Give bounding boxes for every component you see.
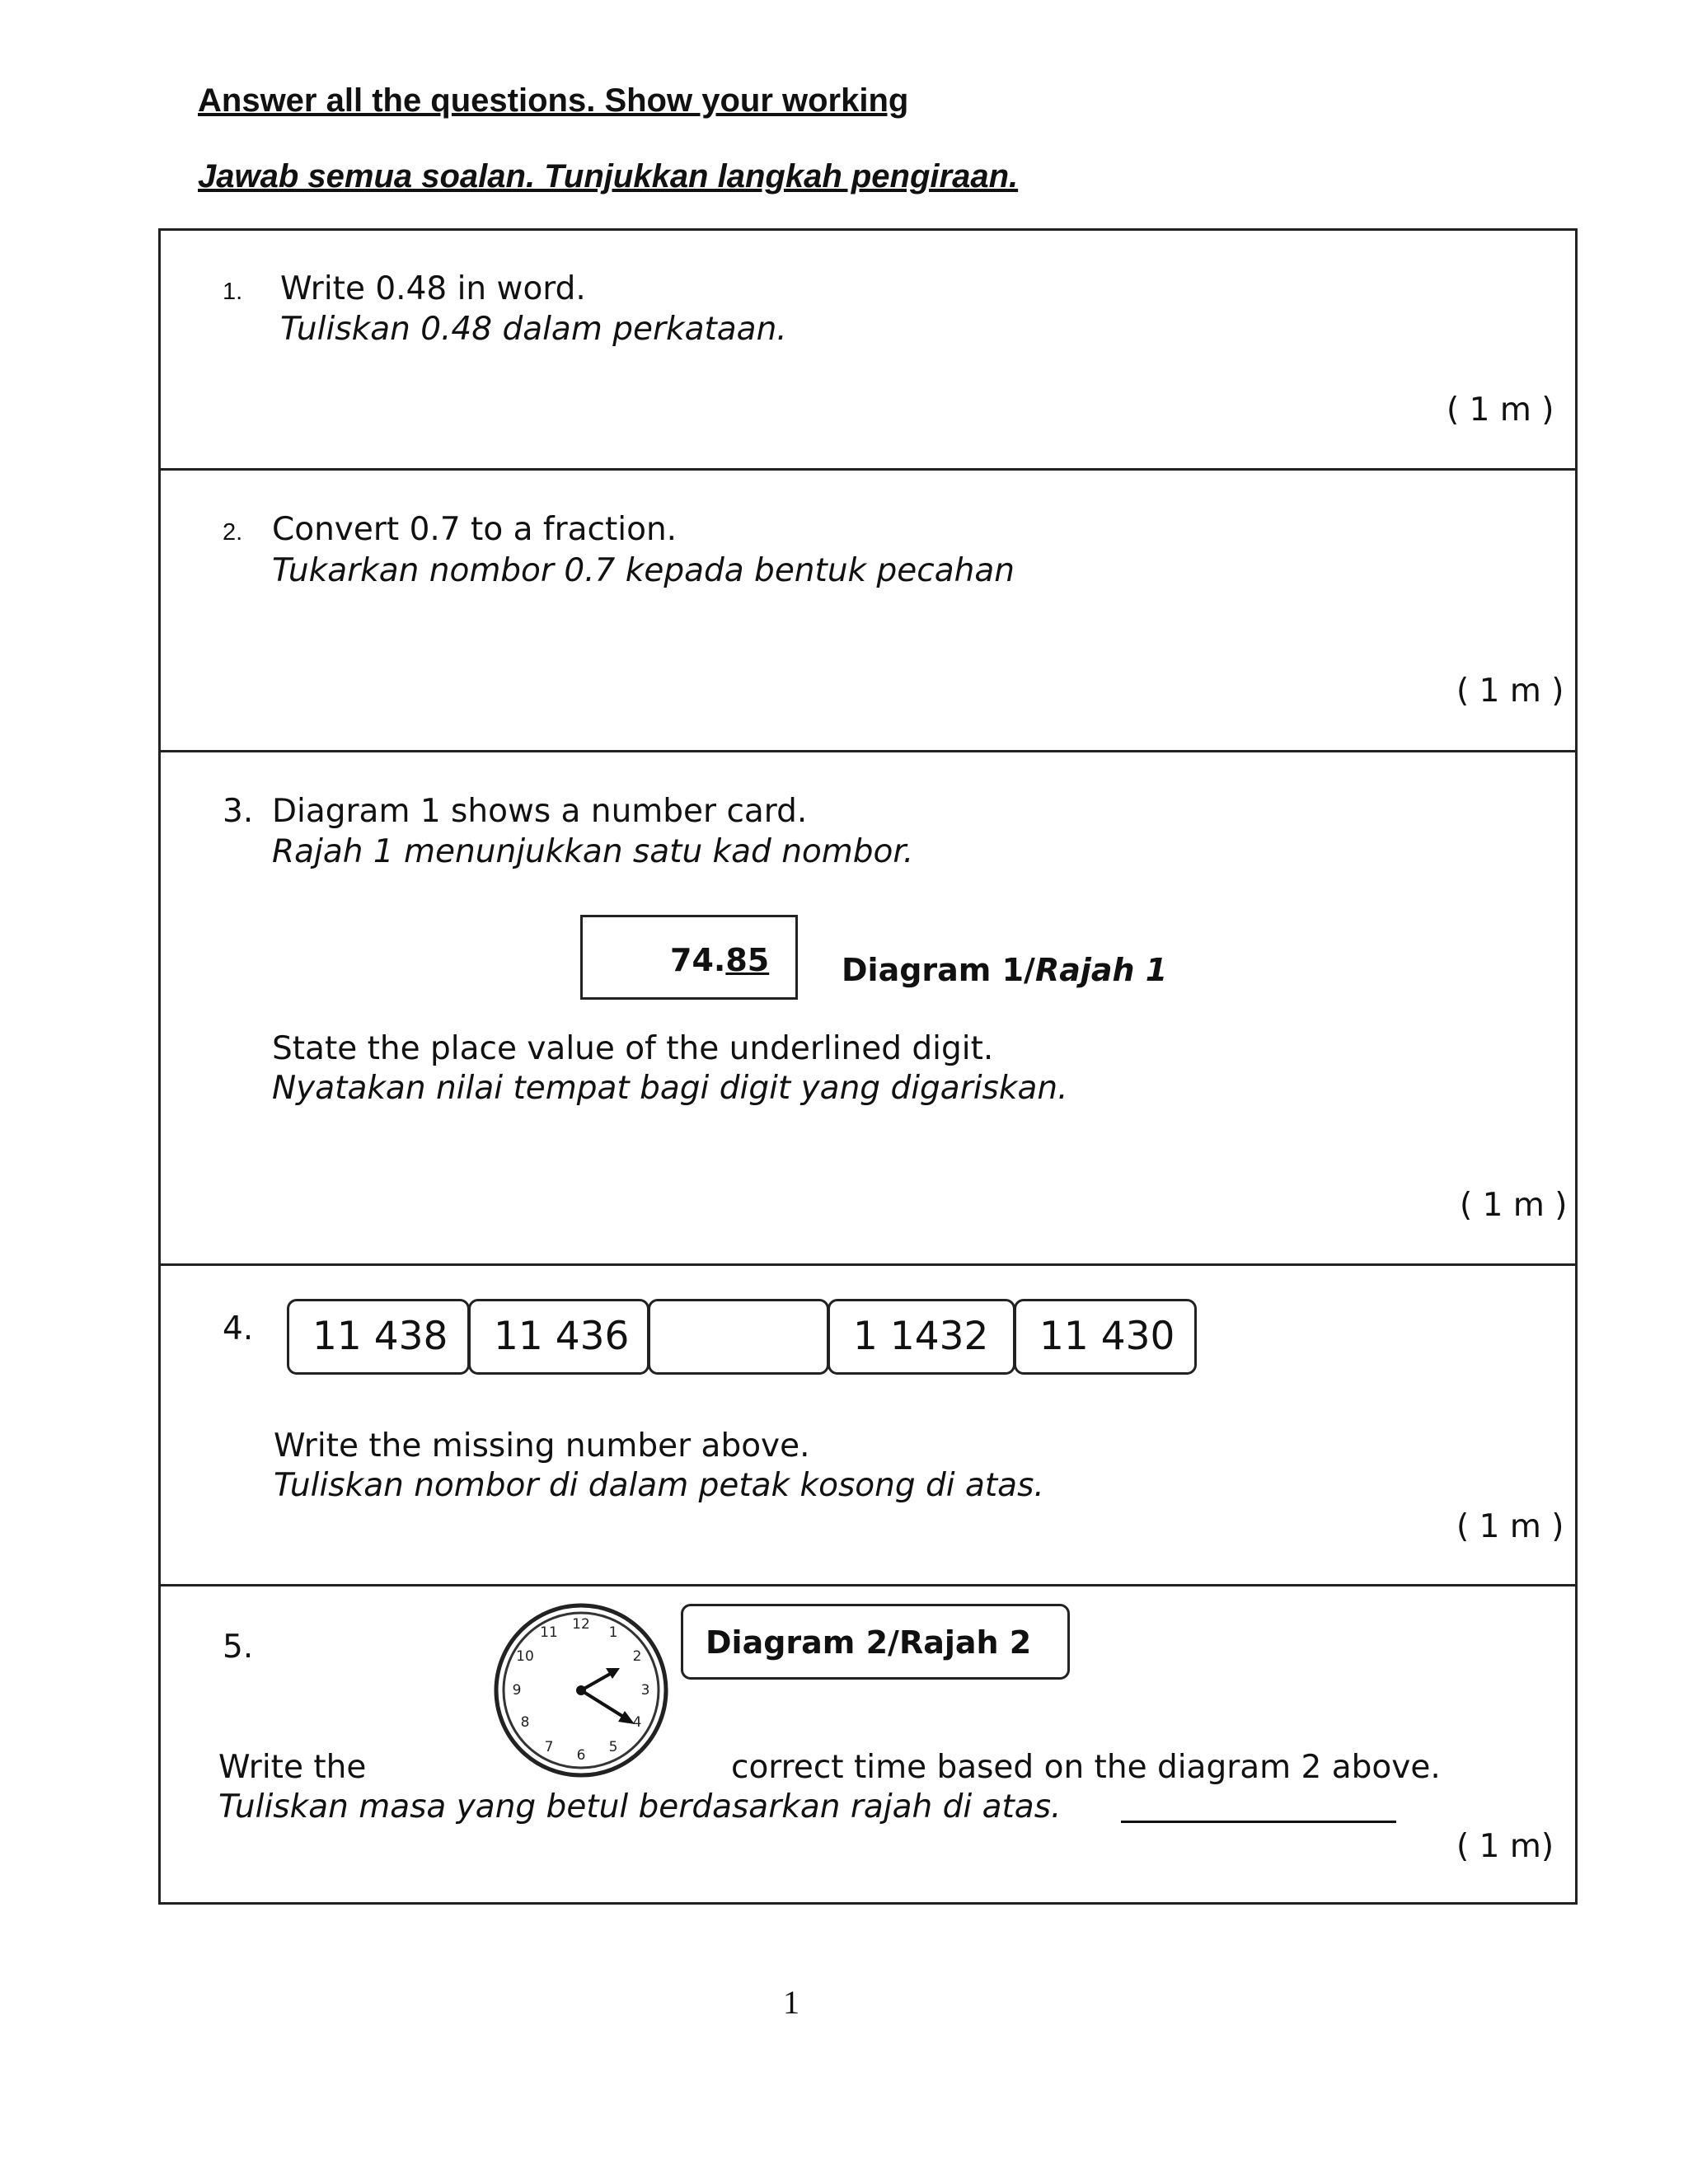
question-2-number: 2. [223, 519, 243, 546]
question-1-number: 1. [223, 279, 243, 305]
divider-q4-q5 [158, 1584, 1578, 1586]
question-4-prompt-malay: Tuliskan nombor di dalam petak kosong di atas. [274, 1467, 1044, 1504]
clock-number-12: 12 [572, 1616, 590, 1633]
page-number: 1 [783, 1984, 799, 2021]
question-3-prompt-malay: Nyatakan nilai tempat bagi digit yang digariskan. [272, 1070, 1068, 1107]
question-2-text-english: Convert 0.7 to a fraction. [272, 511, 678, 548]
clock-center [576, 1685, 586, 1695]
question-5-prompt-english-part1: Write the [218, 1749, 367, 1786]
clock-diagram [493, 1602, 669, 1779]
clock-number-5: 5 [608, 1739, 618, 1755]
question-2-text-malay: Tukarkan nombor 0.7 kepada bentuk pecahan [272, 552, 1015, 589]
question-2-marks: ( 1 m ) [1456, 673, 1564, 710]
clock-number-11: 11 [540, 1624, 558, 1641]
question-4-marks: ( 1 m ) [1456, 1508, 1564, 1545]
clock-number-2: 2 [632, 1648, 642, 1665]
clock-number-8: 8 [520, 1714, 530, 1731]
question-3-marks: ( 1 m ) [1460, 1187, 1568, 1224]
question-4-prompt-english: Write the missing number above. [274, 1427, 810, 1465]
sequence-box-5: 11 430 [1014, 1299, 1197, 1375]
question-3-text-malay: Rajah 1 menunjukkan satu kad nombor. [272, 833, 914, 870]
clock-number-9: 9 [512, 1682, 522, 1699]
clock-number-10: 10 [516, 1648, 534, 1665]
clock-number-6: 6 [576, 1747, 586, 1764]
question-3-prompt-english: State the place value of the underlined digit. [272, 1030, 994, 1067]
question-1-marks: ( 1 m ) [1447, 391, 1554, 429]
question-5-marks: ( 1 m) [1456, 1828, 1554, 1865]
clock-number-4: 4 [632, 1714, 642, 1731]
number-card [580, 915, 798, 1000]
instruction-malay: Jawab semua soalan. Tunjukkan langkah pengiraan. [198, 158, 1019, 194]
question-5-prompt-english-part2: correct time based on the diagram 2 above. [731, 1749, 1441, 1786]
diagram-2-label: Diagram 2/Rajah 2 [706, 1624, 1032, 1661]
instruction-english: Answer all the questions. Show your working [198, 82, 909, 119]
sequence-box-missing[interactable] [648, 1299, 829, 1375]
diagram-1-label: Diagram 1/Rajah 1 [842, 952, 1168, 988]
question-1-text-malay: Tuliskan 0.48 dalam perkataan. [280, 311, 787, 348]
question-1-text-english: Write 0.48 in word. [280, 270, 586, 307]
clock-number-1: 1 [608, 1624, 618, 1641]
divider-q3-q4 [158, 1263, 1578, 1266]
question-3-text-english: Diagram 1 shows a number card. [272, 793, 808, 830]
divider-q2-q3 [158, 750, 1578, 752]
question-3-number: 3. [223, 793, 254, 830]
clock-number-3: 3 [640, 1682, 650, 1699]
question-4-number: 4. [223, 1310, 254, 1347]
sequence-box-4: 1 1432 [828, 1299, 1015, 1375]
underlined-digits: 85 [725, 942, 770, 978]
number-card-value: 74.85 [670, 942, 770, 978]
diagram-2-label-box [681, 1604, 1070, 1680]
clock-number-7: 7 [544, 1739, 554, 1755]
question-5-answer-line[interactable] [1121, 1821, 1396, 1823]
divider-q1-q2 [158, 468, 1578, 471]
sequence-box-2: 11 436 [468, 1299, 649, 1375]
question-5-prompt-malay: Tuliskan masa yang betul berdasarkan rajah di atas. [218, 1788, 1062, 1825]
sequence-box-1: 11 438 [287, 1299, 470, 1375]
question-5-number: 5. [223, 1629, 254, 1666]
